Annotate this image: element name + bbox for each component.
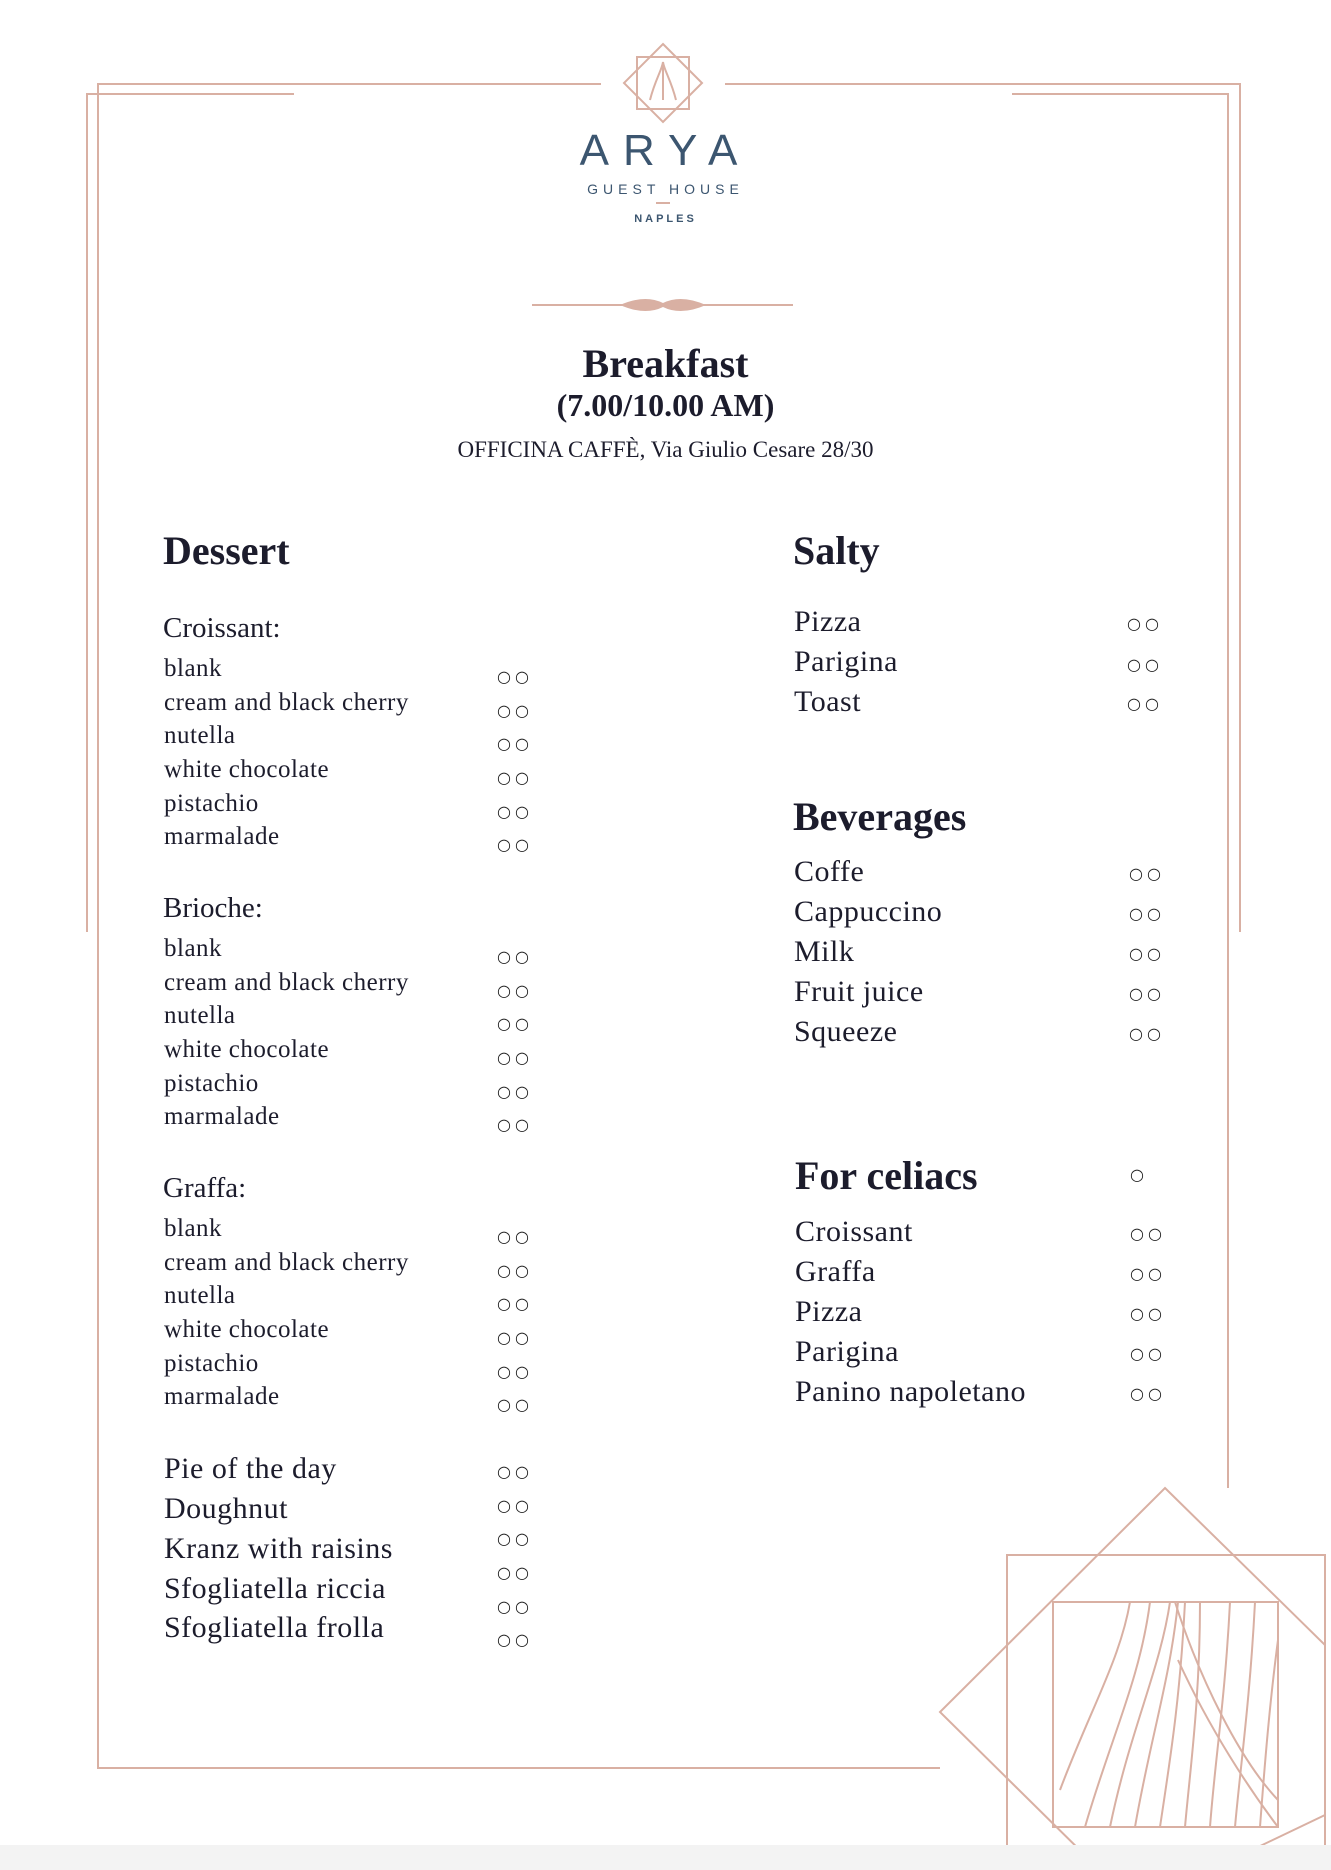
check-circles[interactable]: ○○: [497, 1362, 533, 1381]
croissant-item: blank: [164, 655, 223, 682]
check-circles[interactable]: ○○: [1130, 1264, 1166, 1283]
brioche-item: pistachio: [164, 1070, 259, 1097]
check-circles[interactable]: ○○: [1130, 1224, 1166, 1243]
check-circles[interactable]: ○○: [1129, 944, 1165, 963]
beverage-item: Milk: [794, 935, 855, 968]
dessert-item: Doughnut: [164, 1492, 288, 1525]
check-circles[interactable]: ○○: [497, 1496, 533, 1515]
dessert-item: Pie of the day: [164, 1452, 337, 1485]
check-circles[interactable]: ○○: [497, 835, 533, 854]
check-circles[interactable]: ○○: [1130, 1344, 1166, 1363]
check-circles[interactable]: ○○: [497, 1227, 533, 1246]
page-title: Breakfast: [582, 341, 749, 386]
celiac-item: Croissant: [795, 1215, 913, 1248]
check-circles[interactable]: ○○: [497, 1048, 533, 1067]
croissant-item: marmalade: [164, 823, 280, 850]
beverage-item: Coffe: [794, 855, 865, 888]
check-circles[interactable]: ○○: [497, 1261, 533, 1280]
brioche-item: cream and black cherry: [164, 969, 409, 996]
check-circles[interactable]: ○○: [1130, 1304, 1166, 1323]
check-circles[interactable]: ○○: [1127, 655, 1163, 674]
croissant-subheading: Croissant:: [163, 612, 281, 644]
cafe-address: OFFICINA CAFFÈ, Via Giulio Cesare 28/30: [457, 437, 874, 462]
graffa-item: cream and black cherry: [164, 1249, 409, 1276]
logo-subtitle: GUEST HOUSE: [587, 181, 744, 197]
check-circles[interactable]: ○○: [497, 1395, 533, 1414]
beverage-item: Squeeze: [794, 1015, 898, 1048]
celiac-item: Graffa: [795, 1255, 876, 1288]
check-circles[interactable]: ○○: [497, 802, 533, 821]
check-circle[interactable]: ○: [1130, 1165, 1148, 1184]
check-circles[interactable]: ○○: [497, 701, 533, 720]
celiac-item: Parigina: [795, 1335, 899, 1368]
check-circles[interactable]: ○○: [1127, 694, 1163, 713]
dessert-item: Kranz with raisins: [164, 1532, 393, 1565]
opening-hours: (7.00/10.00 AM): [556, 387, 775, 423]
check-circles[interactable]: ○○: [497, 1563, 533, 1582]
check-circles[interactable]: ○○: [497, 768, 533, 787]
check-circles[interactable]: ○○: [497, 1597, 533, 1616]
check-circles[interactable]: ○○: [1130, 1384, 1166, 1403]
graffa-item: pistachio: [164, 1350, 259, 1377]
graffa-item: blank: [164, 1215, 223, 1242]
brioche-item: nutella: [164, 1002, 236, 1029]
salty-item: Toast: [794, 685, 862, 718]
check-circles[interactable]: ○○: [497, 981, 533, 1000]
beverages-heading: Beverages: [793, 794, 967, 839]
celiac-item: Pizza: [795, 1295, 863, 1328]
check-circles[interactable]: ○○: [497, 947, 533, 966]
check-circles[interactable]: ○○: [497, 1014, 533, 1033]
check-circles[interactable]: ○○: [497, 1082, 533, 1101]
dessert-item: Sfogliatella frolla: [164, 1611, 385, 1644]
beverage-item: Cappuccino: [794, 895, 943, 928]
graffa-item: white chocolate: [164, 1316, 330, 1343]
graffa-item: nutella: [164, 1282, 236, 1309]
croissant-item: pistachio: [164, 790, 259, 817]
salty-item: Pizza: [794, 605, 862, 638]
logo-city: NAPLES: [634, 213, 697, 225]
celiacs-heading: For celiacs: [795, 1153, 978, 1198]
brioche-item: blank: [164, 935, 223, 962]
check-circles[interactable]: ○○: [1129, 1024, 1165, 1043]
check-circles[interactable]: ○○: [497, 1328, 533, 1347]
graffa-item: marmalade: [164, 1383, 280, 1410]
graffa-subheading: Graffa:: [163, 1172, 247, 1204]
brioche-item: marmalade: [164, 1103, 280, 1130]
check-circles[interactable]: ○○: [497, 1462, 533, 1481]
croissant-item: cream and black cherry: [164, 689, 409, 716]
check-circles[interactable]: ○○: [1129, 984, 1165, 1003]
check-circles[interactable]: ○○: [497, 1294, 533, 1313]
check-circles[interactable]: ○○: [497, 734, 533, 753]
check-circles[interactable]: ○○: [497, 1630, 533, 1649]
salty-item: Parigina: [794, 645, 898, 678]
check-circles[interactable]: ○○: [1129, 864, 1165, 883]
brioche-item: white chocolate: [164, 1036, 330, 1063]
croissant-item: white chocolate: [164, 756, 330, 783]
logo-name: ARYA: [579, 126, 752, 175]
celiac-item: Panino napoletano: [795, 1375, 1026, 1408]
salty-heading: Salty: [793, 528, 880, 573]
check-circles[interactable]: ○○: [497, 667, 533, 686]
brioche-subheading: Brioche:: [163, 892, 263, 924]
beverage-item: Fruit juice: [794, 975, 924, 1008]
check-circles[interactable]: ○○: [497, 1529, 533, 1548]
check-circles[interactable]: ○○: [1127, 614, 1163, 633]
dessert-item: Sfogliatella riccia: [164, 1572, 386, 1605]
croissant-item: nutella: [164, 722, 236, 749]
check-circles[interactable]: ○○: [497, 1115, 533, 1134]
dessert-heading: Dessert: [163, 528, 290, 573]
check-circles[interactable]: ○○: [1129, 904, 1165, 923]
